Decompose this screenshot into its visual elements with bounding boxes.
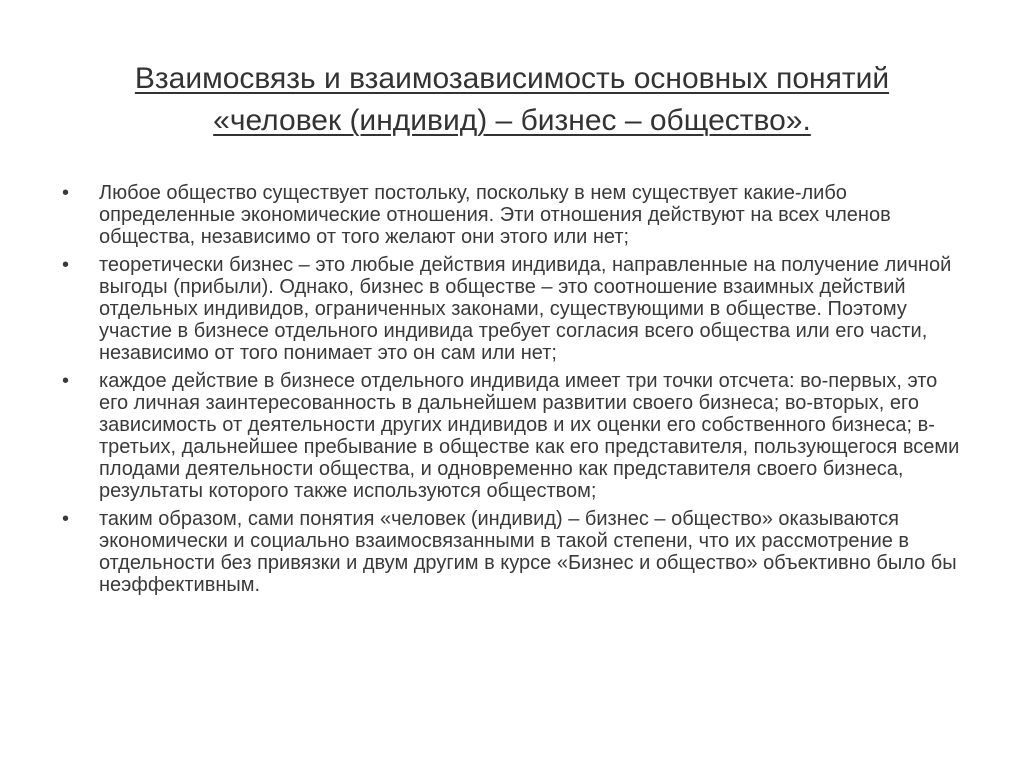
slide-title xyxy=(60,58,964,142)
bullet-item xyxy=(62,508,967,596)
bullet-item xyxy=(62,254,967,364)
bullet-dot-icon: • xyxy=(62,370,70,392)
bullet-dot-icon: • xyxy=(62,254,70,276)
bullet-dot-icon: • xyxy=(62,508,70,530)
bullet-dot-icon: • xyxy=(62,182,70,204)
title-line-1: Взаимосвязь и взаимозависимость основных понятий xyxy=(134,62,890,95)
bullet-text: Любое общество существует постольку, поскольку в нем существует какие-либо определенные экономические отношения. Эти отношения действуют на всех членов общества, независимо от того желают они этого или нет; xyxy=(99,182,891,248)
bullet-item xyxy=(62,370,967,502)
bullet-item xyxy=(62,182,967,248)
title-line-2: «человек (индивид) – бизнес – общество». xyxy=(213,104,811,137)
bullet-list xyxy=(62,182,967,602)
bullet-text: таким образом, сами понятия «человек (индивид) – бизнес – общество» оказываются экономически и социально взаимосвязанными в такой степени, что их рассмотрение в отдельности без привязки и двум другим в курсе «Бизнес и общество» объективно было бы неэффективным. xyxy=(99,508,957,596)
bullet-text: каждое действие в бизнесе отдельного индивида имеет три точки отсчета: во-первых, это его личная заинтересованность в дальнейшем развитии своего бизнеса; во-вторых, его зависимость от деятельности других индивидов и их оценки его собственного бизнеса; в-третьих, дальнейшее пребывание в обществе как его представителя, пользующегося всеми плодами деятельности общества, и одновременно как представителя своего бизнеса, результаты которого также используются обществом; xyxy=(99,370,960,502)
bullet-text: теоретически бизнес – это любые действия индивида, направленные на получение личной выгоды (прибыли). Однако, бизнес в обществе – это соотношение взаимных действий отдельных индивидов, ограниченных законами, существующими в обществе. Поэтому участие в бизнесе отдельного индивида требует согласия всего общества или его части, независимо от того понимает это он сам или нет; xyxy=(99,254,952,364)
